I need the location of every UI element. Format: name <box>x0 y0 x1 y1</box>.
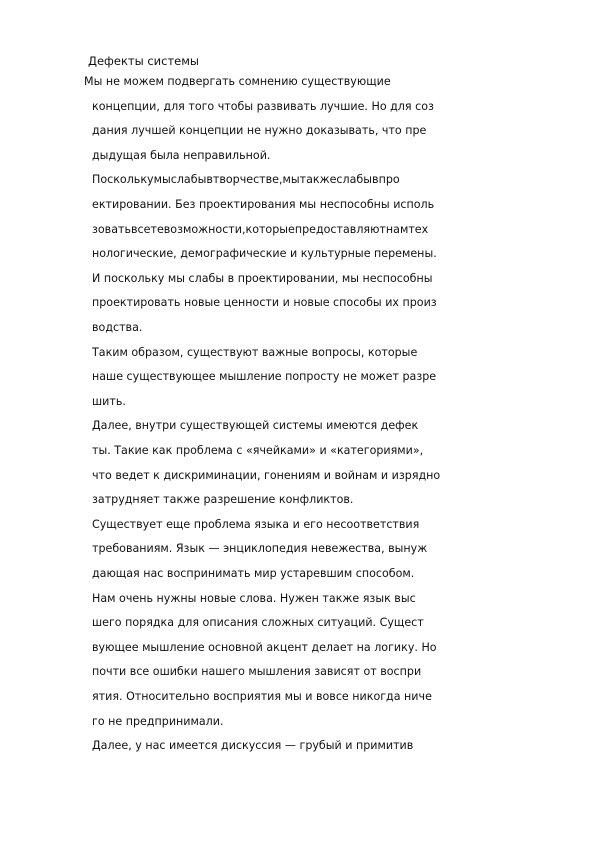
text-line: требованиям. Язык — энциклопедия невежества, вынуж <box>92 542 428 556</box>
text-line: ятия. Относительно восприятия мы и вовсе никогда ниче <box>92 690 432 703</box>
text-line: дыдущая была неправильной. <box>92 148 271 162</box>
text-line: Нам очень нужны новые слова. Нужен также язык выс <box>92 591 416 605</box>
document-title: Дефекты системы <box>88 54 199 68</box>
text-line: шить. <box>92 394 126 408</box>
text-line: зоватьвсетевозможности,которыепредоставляютнамтех <box>92 222 429 236</box>
text-line: Посколькумыслабывтворчестве,мытакжеслабывпро <box>92 173 400 187</box>
text-line: нологические, демографические и культурные перемены. <box>92 247 437 261</box>
text-line: Мы не можем подвергать сомнению существующие <box>84 75 391 88</box>
text-line: Таким образом, существуют важные вопросы, которые <box>92 345 418 359</box>
text-line: И поскольку мы слабы в проектировании, мы неспособны <box>92 271 433 285</box>
text-line: шего порядка для описания сложных ситуаций. Сущест <box>92 616 424 630</box>
text-line: концепции, для того чтобы развивать лучшие. Но для соз <box>92 99 434 113</box>
text-line: водства. <box>92 321 143 334</box>
text-line: дания лучшей концепции не нужно доказывать, что пре <box>92 124 427 138</box>
text-line: Существует еще проблема языка и его несоответствия <box>92 517 420 531</box>
text-line: что ведет к дискриминации, гонениям и войнам и изрядно <box>92 468 441 482</box>
text-line: ектировании. Без проектирования мы неспособны исполь <box>92 198 435 211</box>
text-line: Далее, внутри существующей системы имеются дефек <box>92 419 419 433</box>
text-line: затрудняет также разрешение конфликтов. <box>92 493 354 507</box>
text-line: наше существующее мышление попросту не может разре <box>92 370 437 384</box>
text-line: дающая нас воспринимать мир устаревшим способом. <box>92 567 415 580</box>
text-line: вующее мышление основной акцент делает на логику. Но <box>92 640 437 654</box>
text-line: го не предпринимали. <box>92 714 224 728</box>
text-line: ты. Такие как проблема с «ячейками» и «категориями», <box>92 444 424 457</box>
text-line: почти все ошибки нашего мышления зависят от воспри <box>92 665 422 679</box>
text-line: Далее, у нас имеется дискуссия — грубый и примитив <box>92 739 414 753</box>
text-line: проектировать новые ценности и новые способы их произ <box>92 296 437 310</box>
